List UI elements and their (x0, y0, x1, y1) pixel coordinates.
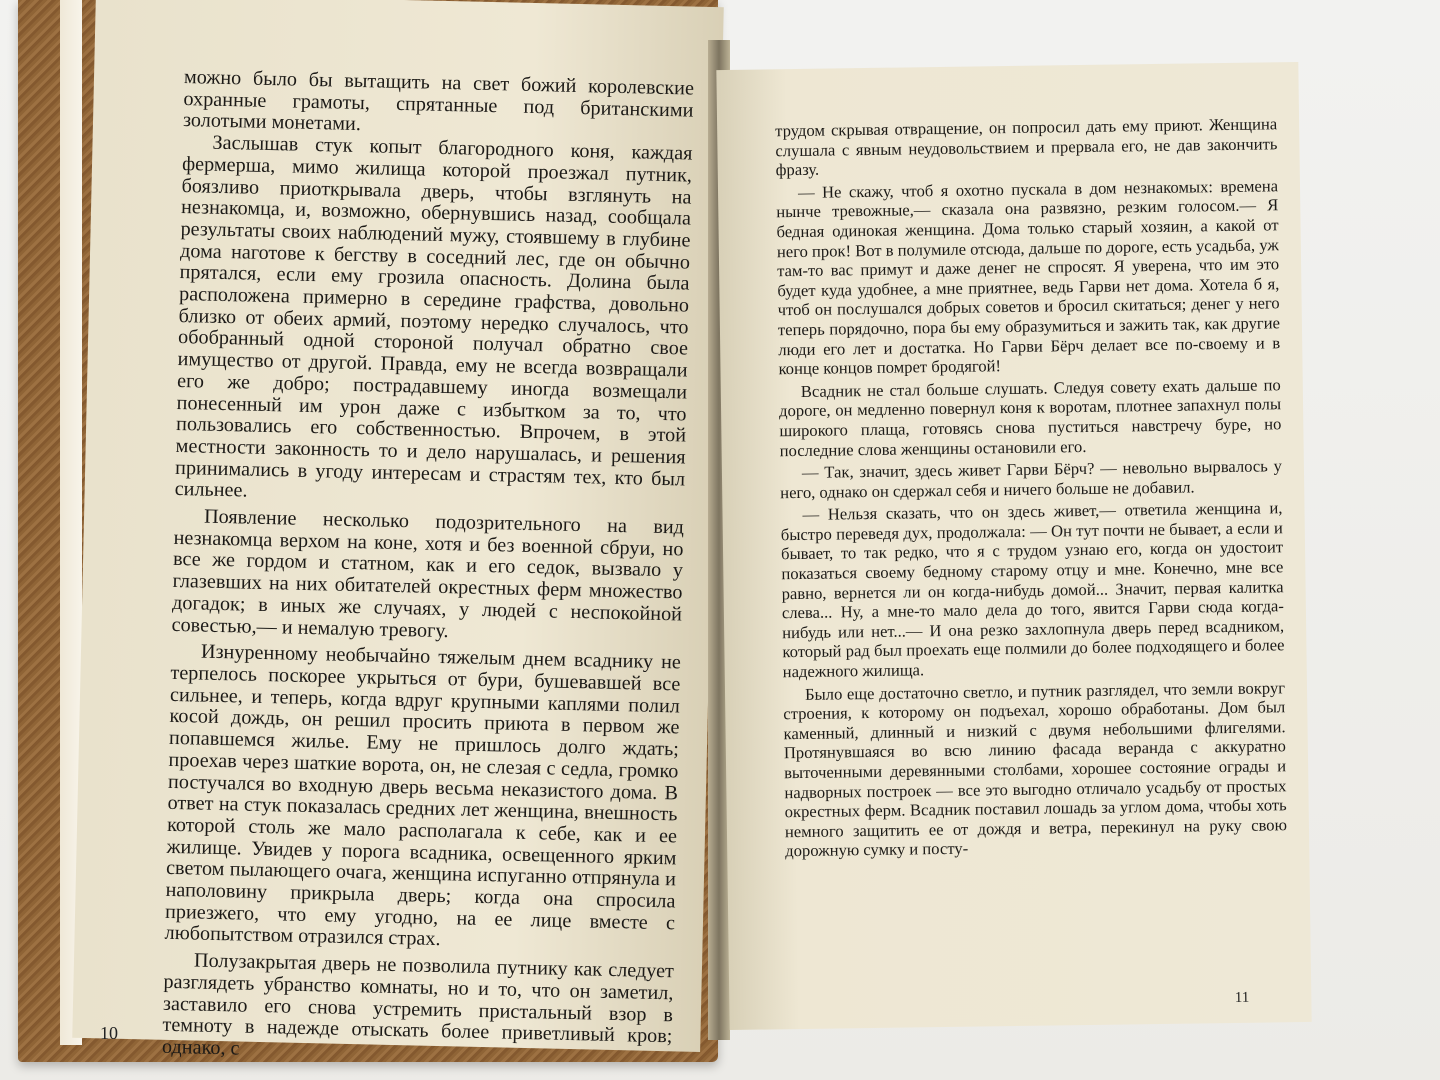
right-page (716, 62, 1311, 1030)
paragraph: Заслышав стук копыт благородного коня, каждая фермерша, мимо жилища которой проезжал путник, боязливо приоткрывала дверь, чтобы взглянуть на незнакомца, и, возможно, обернувшись назад, сообщала результаты своих наблюдений мужу, стоявшему в глубине дома наготове к бегству в соседний лес, где он обычно прятался, если ему грозила опасность. Долина была расположена примерно в середине графства, довольно близко от обеих армий, поэтому нередко случалось, что обобранный одной стороной получал обратно свое имущество от другой. Правда, ему не всегда возвращали его же добро; пострадавшему иногда возмещали понесенный им урон даже с избытком за то, что пользовались его собственностью. Впрочем, в этой местности законность то и дело нарушалась, и решения принимались в угоду интересам и страстям тех, кто был сильнее. (174, 131, 693, 502)
paragraph: Всадник не стал больше слушать. Следуя совету ехать дальше по дороге, он медленно повернул коня к воротам, плотнее запахнул полы широкого плаща, готовясь снова пуститься навстречу буре, но последние слова женщины остановили его. (778, 374, 1282, 460)
paragraph: можно было бы вытащить на свет божий королевские охранные грамоты, спрятанные под британскими золотыми монетами. (182, 66, 695, 136)
paragraph: трудом скрывая отвращение, он попросил дать ему приют. Женщина слушала с явным неудовольствием и прервала его, не дав закончить фразу. (775, 114, 1278, 180)
paragraph: Было еще достаточно светло, и путник разглядел, что земли вокруг строения, к которому он подъехал, хорошо обработаны. Дом был каменный, длинный и низкий с двумя небольшими флигелями. Протянувшаяся во всю линию фасада веранда с аккуратно выточенными деревянными столбами, хорошее состояние ограды и надворных построек — все это выгодно отличало усадьбу от простых окрестных ферм. Всадник поставил лошадь за углом дома, чтобы хоть немного защитить ее от дождя и ветра, перекинул на руку свою дорожную сумку и посту- (783, 677, 1288, 861)
paragraph: — Не скажу, чтоб я охотно пускала в дом незнакомых: времена нынче тревожные,— сказала она развязно, резким голосом.— Я бедная одинокая женщина. Дома только старый хозяин, а какой от него прок! Вот в полумиле отсюда, дальше по дороге, есть усадьба, уж там-то вас примут и даже денег не спросят. Я уверена, что им это будет куда удобнее, а мне приятнее, ведь Гарви нет дома. Хотела б я, чтоб он послушался добрых советов и бросил скитаться; денег у него теперь порядочно, пора бы ему образумиться и зажить так, как другие люди его лет и достатка. Но Гарви Бёрч делает все по-своему и в конце концов помрет бродягой! (776, 176, 1281, 379)
paragraph: Появление несколько подозрительного на вид незнакомца верхом на коне, хотя и без военной сбруи, но все же гордом и статном, как и его седок, вызвало у глазевших на них обитателей окрестных ферм множество догадок; в иных же случаях, у людей с неспокойной совестью,— и немалую тревогу. (171, 505, 685, 642)
paragraph: Изнуренному необычайно тяжелым днем всаднику не терпелось поскорее укрыться от бури, бушевавшей все сильнее, и теперь, когда вдруг крупными каплями полил косой дождь, он решил просить приюта в первом же попавшемся жилье. Ему не пришлось долго ждать; проехав через шаткие ворота, он, не слезая с седла, громко постучался во входную дверь весьма неказистого дома. В ответ на стук показалась средних лет женщина, внешность которой столь же мало располагала к себе, как и ее жилище. Увидев у порога всадника, освещенного ярким светом пылающего очага, женщина испуганно отпрянула и наполовину прикрыла дверь; когда она спросила приезжего, что ему угодно, на ее лице вместе с любопытством отразился страх. (164, 640, 682, 951)
paragraph: — Нельзя сказать, что он здесь живет,— ответила женщина и, быстро переведя дух, продолжала: — Он тут почти не бывает, а если и бывает, то так редко, что я с трудом узнаю его, когда он удостоит показаться своему бедному старому отцу и мне. Конечно, мне все равно, вернется ли он когда-нибудь домой... Значит, первая калитка слева... Ну, а мне-то мало дела до того, явится Гарви сюда когда-нибудь или нет...— И она резко захлопнула дверь перед всадником, который рад был проехать еще полмили до более подходящего и более надежного жилища. (780, 498, 1285, 682)
page-number-right: 11 (1234, 989, 1250, 1006)
page-number-left: 10 (100, 1023, 118, 1043)
paragraph: — Так, значит, здесь живет Гарви Бёрч? — невольно вырвалось у него, однако он сдержал себя и ничего больше не добавил. (780, 456, 1283, 502)
paragraph: Полузакрытая дверь не позволила путнику как следует разглядеть убранство комнаты, но и то, что он заметил, заставило его снова устремить пристальный взор в темноту в надежде отыскать более приветливый кров; однако, с (161, 949, 675, 1060)
left-page (72, 0, 724, 1060)
